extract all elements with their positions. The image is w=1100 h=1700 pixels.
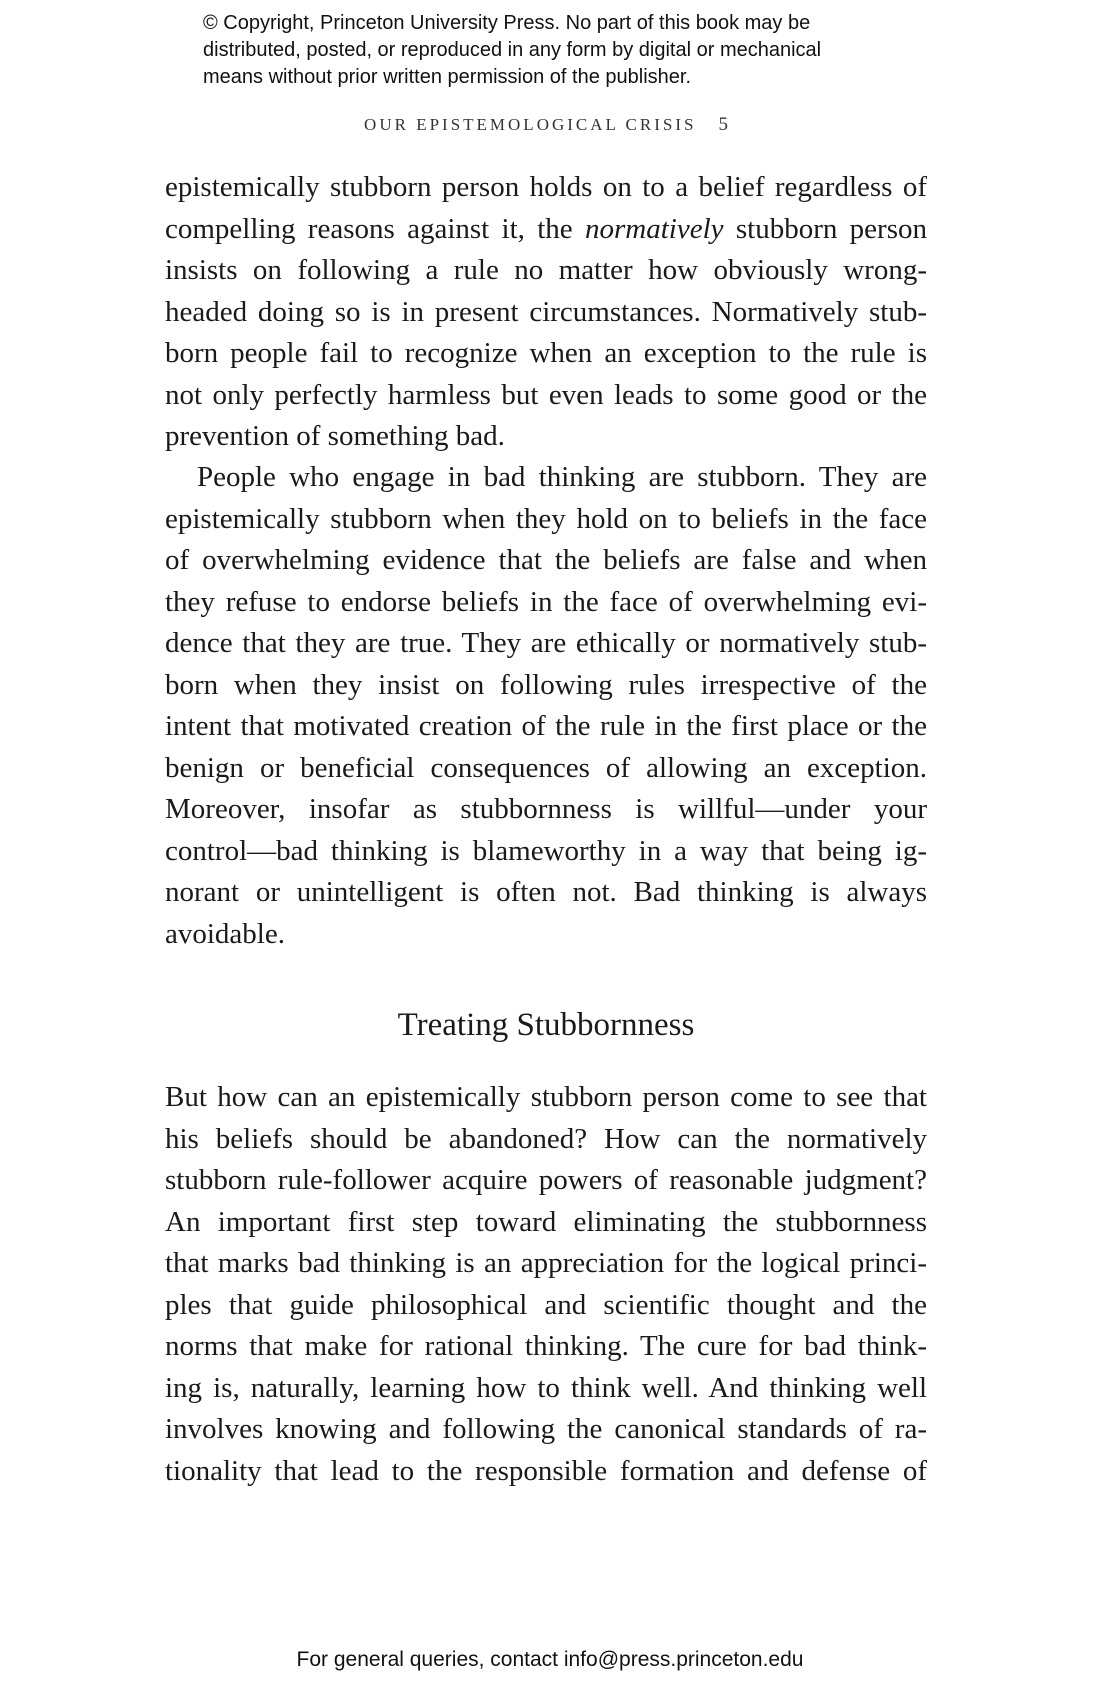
text-line: epistemically stubborn person holds on to a belief regardless of — [165, 171, 927, 203]
text-fragment: stubborn person — [735, 212, 927, 245]
page-number: 5 — [718, 114, 728, 135]
running-head — [165, 114, 927, 136]
text-line: that marks bad thinking is an appreciation for the logical princi- — [165, 1247, 927, 1279]
text-line: stubborn rule-follower acquire powers of reasonable judgment? — [165, 1164, 927, 1196]
text-line: epistemically stubborn when they hold on to beliefs in the face — [165, 502, 927, 535]
text-line: dence that they are true. They are ethically or normatively stub- — [165, 627, 927, 659]
text-line: tionality that lead to the responsible formation and defense of — [165, 1454, 927, 1487]
text-line: intent that motivated creation of the rule in the first place or the — [165, 710, 927, 742]
copyright-notice — [203, 10, 923, 91]
text-line: ing is, naturally, learning how to think well. And thinking well — [165, 1371, 927, 1404]
text-line: not only perfectly harmless but even leads to some good or the — [165, 378, 927, 411]
text-line: prevention of something bad. — [165, 420, 505, 452]
copyright-line: © Copyright, Princeton University Press. No part of this book may be — [203, 12, 811, 34]
copyright-line: distributed, posted, or reproduced in any form by digital or mechanical — [203, 39, 822, 61]
text-line: But how can an epistemically stubborn person come to see that — [165, 1081, 927, 1113]
text-line: benign or beneficial consequences of allowing an exception. — [165, 751, 927, 784]
running-head-title: OUR EPISTEMOLOGICAL CRISIS — [364, 115, 697, 134]
text-line: norms that make for rational thinking. The cure for bad think- — [165, 1330, 927, 1362]
text-fragment: compelling reasons against it, the — [165, 212, 573, 245]
text-line: avoidable. — [165, 917, 285, 950]
text-line: born people fail to recognize when an exception to the rule is — [165, 337, 927, 369]
text-line — [165, 209, 927, 251]
paragraph-continued — [165, 167, 927, 458]
section-heading: Treating Stubbornness — [397, 1007, 695, 1043]
text-line: Moreover, insofar as stubbornness is willful—under your — [165, 793, 927, 825]
text-line: ples that guide philosophical and scientific thought and the — [165, 1288, 927, 1321]
copyright-line: means without prior written permission of the publisher. — [203, 66, 692, 88]
text-line: An important first step toward eliminating the stubbornness — [165, 1205, 927, 1238]
footer-contact-note: For general queries, contact info@press.princeton.edu — [296, 1648, 804, 1671]
text-line: headed doing so is in present circumstances. Normatively stub- — [165, 295, 927, 328]
text-line: control—bad thinking is blameworthy in a way that being ig- — [165, 834, 927, 867]
text-line: his beliefs should be abandoned? How can the normatively — [165, 1122, 927, 1155]
text-line: born when they insist on following rules irrespective of the — [165, 668, 927, 701]
text-line: they refuse to endorse beliefs in the face of overwhelming evi- — [165, 585, 927, 618]
text-line: of overwhelming evidence that the beliefs are false and when — [165, 544, 927, 576]
text-line: involves knowing and following the canonical standards of ra- — [165, 1413, 927, 1445]
text-line: People who engage in bad thinking are stubborn. They are — [197, 461, 927, 493]
paragraph — [165, 1077, 927, 1492]
paragraph — [165, 457, 927, 955]
text-line: norant or unintelligent is often not. Bad thinking is always — [165, 876, 927, 908]
emphasis-normatively: normatively — [585, 212, 724, 245]
text-line: insists on following a rule no matter how obviously wrong- — [165, 254, 927, 286]
